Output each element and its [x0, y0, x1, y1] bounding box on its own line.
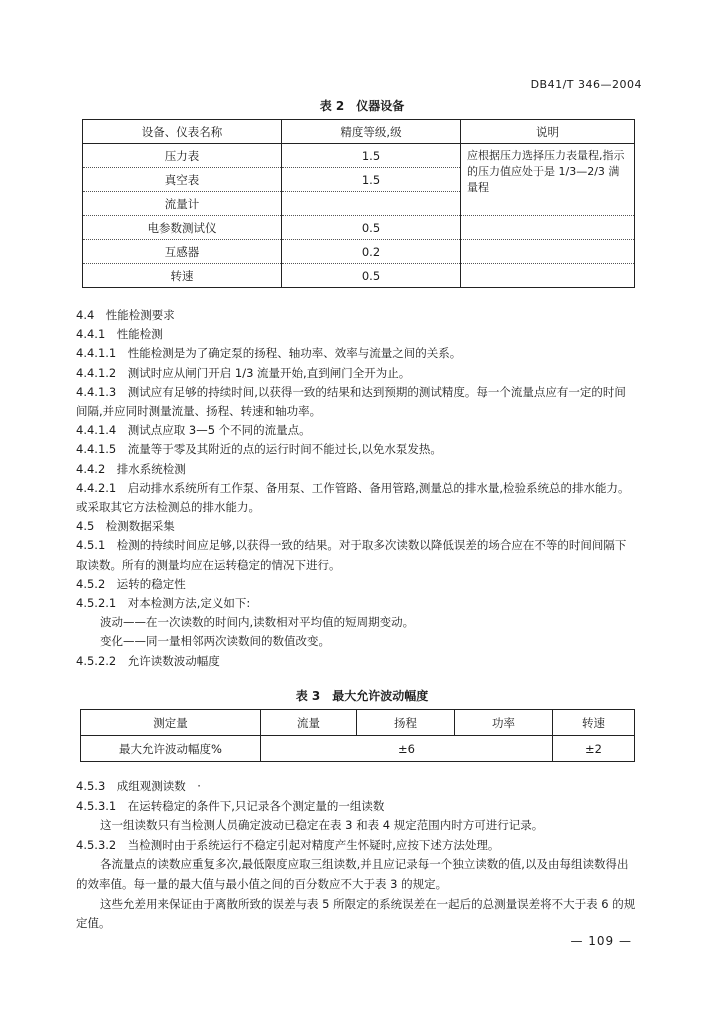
clause-text: 4.5.3.2 当检测时由于系统运行不稳定引起对精度产生怀疑时,应按下述方法处理。 — [76, 837, 500, 852]
table3-fluctuation — [80, 709, 635, 762]
table2-cell-name: 互感器 — [83, 240, 282, 264]
table-row — [83, 264, 635, 288]
table-row — [83, 216, 635, 240]
table3-header-head: 扬程 — [357, 710, 455, 736]
table2-cell-note-empty — [461, 216, 635, 240]
table2-note: 应根据压力选择压力表量程,指示的压力值应处于是 1/3—2/3 满量程 — [461, 144, 635, 216]
table2-title: 表 2 仪器设备 — [319, 99, 405, 113]
page-number: — 109 — — [570, 934, 632, 948]
table2-cell-grade — [282, 192, 461, 216]
table2-cell-name: 真空表 — [83, 168, 282, 192]
table2-header-grade: 精度等级,级 — [282, 120, 461, 144]
table3-title: 表 3 最大允许波动幅度 — [295, 689, 429, 703]
clause-heading: 4.5.2 运转的稳定性 — [76, 576, 186, 591]
table2-cell-note-empty — [461, 240, 635, 264]
table3-row-label: 最大允许波动幅度% — [81, 736, 261, 762]
clause-heading: 4.4 性能检测要求 — [76, 308, 175, 322]
table2-cell-grade: 0.5 — [282, 264, 461, 288]
definition-fluctuation: 波动——在一次读数的时间内,读数相对平均值的短周期变动。 — [100, 615, 415, 630]
clause-heading: 4.4.1 性能检测 — [76, 327, 163, 342]
clause-text: 4.4.1.3 测试应有足够的持续时间,以获得一致的结果和达到预期的测试精度。每一个流量点应有一定的时间间隔,并应同时测量流量、扬程、转速和轴功率。 — [76, 384, 626, 419]
section-4-4-body — [76, 306, 636, 671]
clause-text: 4.4.1.5 流量等于零及其附近的点的运行时间不能过长,以免水泵发热。 — [76, 442, 442, 457]
table2-cell-grade: 0.5 — [282, 216, 461, 240]
clause-text: 4.5.1 检测的持续时间应足够,以获得一致的结果。对于取多次读数以降低误差的场合应在不等的时间间隔下取读数。所有的测量均应在运转稳定的情况下进行。 — [76, 538, 627, 572]
table2-cell-grade: 1.5 — [282, 168, 461, 192]
table3-header-speed: 转速 — [553, 710, 635, 736]
clause-heading: 4.5 检测数据采集 — [76, 519, 175, 534]
clause-text: 这些允差用来保证由于离散所致的误差与表 5 所限定的系统误差在一起后的总测量误差将不大于表 6 的规定值。 — [76, 896, 636, 931]
clause-text: 4.4.1.1 性能检测是为了确定泵的扬程、轴功率、效率与流量之间的关系。 — [76, 346, 462, 361]
table2-header-note: 说明 — [461, 120, 635, 144]
table2-cell-grade: 0.2 — [282, 240, 461, 264]
clause-text: 4.4.2.1 启动排水系统所有工作泵、备用泵、工作管路、备用管路,测量总的排水量,检验系统总的排水能力。或采取其它方法检测总的排水能力。 — [76, 480, 630, 515]
clause-heading: 4.5.2.2 允许读数波动幅度 — [76, 653, 220, 668]
table2-cell-name: 流量计 — [83, 192, 282, 216]
table3-merged-value: ±6 — [261, 736, 553, 762]
clause-text: 各流量点的读数应重复多次,最低限度应取三组读数,并且应记录每一个独立读数的值,以及由每组读数得出的效率值。每一量的最大值与最小值之间的百分数应不大于表 3 的规定。 — [76, 857, 629, 891]
table-row — [81, 736, 635, 762]
clause-text: 这一组读数只有当检测人员确定波动已稳定在表 3 和表 4 规定范围内时方可进行记录。 — [100, 818, 544, 833]
table2-cell-note-empty — [461, 264, 635, 288]
table2-cell-name: 转速 — [83, 264, 282, 288]
table3-header-row — [81, 710, 635, 736]
clause-text: 4.5.2.1 对本检测方法,定义如下: — [76, 596, 251, 611]
table-row — [83, 144, 635, 168]
table2-cell-grade: 1.5 — [282, 144, 461, 168]
clause-heading: 4.4.2 排水系统检测 — [76, 461, 186, 476]
standard-code: DB41/T 346—2004 — [530, 78, 642, 91]
definition-variation: 变化——同一量相邻两次读数间的数值改变。 — [100, 634, 330, 649]
clause-heading: 4.5.3 成组观测读数 · — [76, 779, 201, 793]
table2-cell-name: 电参数测试仪 — [83, 216, 282, 240]
clause-text: 4.4.1.4 测试点应取 3—5 个不同的流量点。 — [76, 423, 311, 438]
clause-text: 4.5.3.1 在运转稳定的条件下,只记录各个测定量的一组读数 — [76, 798, 385, 813]
table3-header-quantity: 测定量 — [81, 710, 261, 736]
table2-header-name: 设备、仪表名称 — [83, 120, 282, 144]
clause-text: 4.4.1.2 测试时应从闸门开启 1/3 流量开始,直到闸门全开为止。 — [76, 365, 411, 380]
table-row — [83, 240, 635, 264]
section-4-5-3-body — [76, 777, 638, 934]
table2-instruments — [82, 119, 635, 288]
table3-header-flow: 流量 — [261, 710, 357, 736]
table2-cell-name: 压力表 — [83, 144, 282, 168]
table3-speed-value: ±2 — [553, 736, 635, 762]
table2-header-row — [83, 120, 635, 144]
table3-header-power: 功率 — [455, 710, 553, 736]
